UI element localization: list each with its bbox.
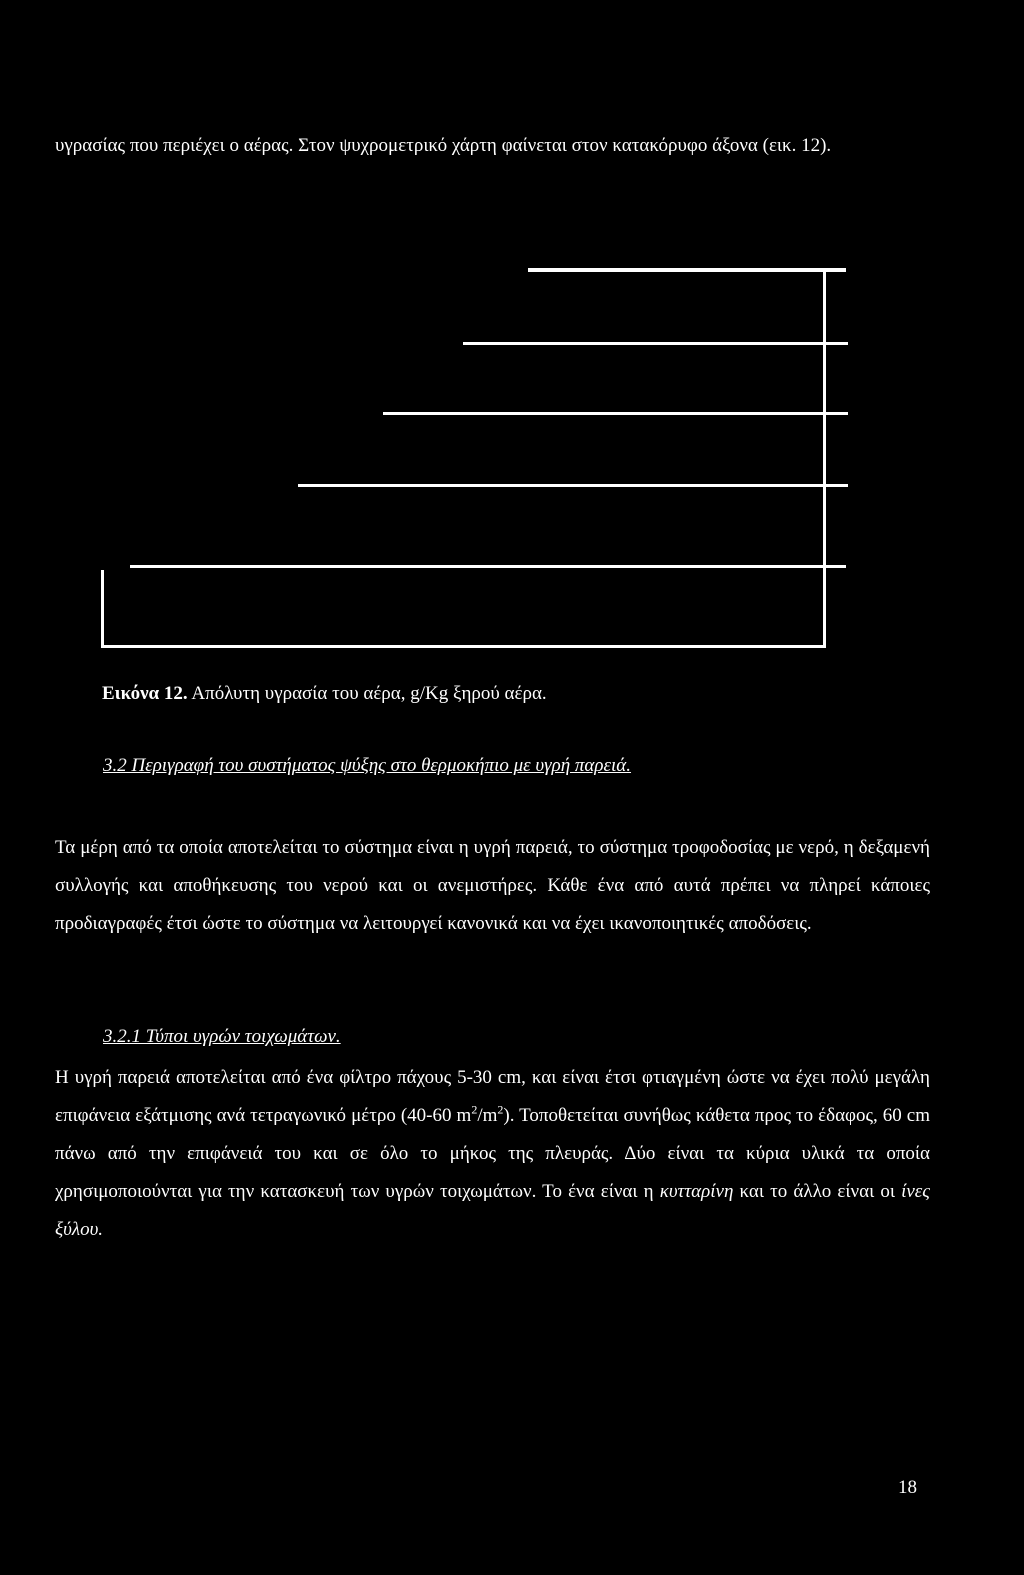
- figure-left-edge: [101, 570, 104, 648]
- page-number: 18: [898, 1477, 917, 1498]
- superscript-2b: 2: [497, 1102, 504, 1117]
- subsection-paragraph: [55, 1059, 930, 1249]
- section-paragraph: Τα μέρη από τα οποία αποτελείται το σύστημα είναι η υγρή παρειά, το σύστημα τροφοδοσίας με νερό, η δεξαμενή συλλογής και αποθήκευσης του νερού και οι ανεμιστήρες. Κάθε ένα από αυτά πρέπει να πληρεί κάποιες προδιαγραφές έτσι ώστε το σύστημα να λειτουργεί κανονικά και να έχει ικανοποιητικές αποδόσεις.: [55, 837, 930, 934]
- slash-m: /m: [477, 1105, 498, 1126]
- figure-caption-text: Απόλυτη υγρασία του αέρα, g/Kg ξηρού αέρα.: [187, 683, 547, 704]
- figure-vertical-axis: [823, 272, 826, 648]
- figure-baseline: [101, 645, 826, 648]
- superscript-2a: 2: [471, 1102, 478, 1117]
- figure-line-5: [130, 565, 846, 568]
- figure-line-3: [383, 412, 848, 415]
- term-wood-fibers: ίνες ξύλου.: [55, 1181, 930, 1240]
- figure-line-2: [463, 342, 848, 345]
- subsection-heading: 3.2.1 Τύποι υγρών τοιχωμάτων.: [103, 1026, 341, 1047]
- term-cellulose: κυτταρίνη: [659, 1181, 734, 1202]
- figure-caption: [102, 680, 547, 708]
- figure-line-4: [298, 484, 848, 487]
- intro-paragraph: υγρασίας που περιέχει ο αέρας. Στον ψυχρομετρικό χάρτη φαίνεται στον κατακόρυφο άξονα (εικ. 12).: [55, 135, 832, 156]
- subsection-paragraph-part1: Η υγρή παρειά αποτελείται από ένα φίλτρο πάχους 5-30 cm, και είναι έτσι φτιαγμένη ώστε να έχει πολύ μεγάλη επιφάνεια εξάτμισης ανά τετραγωνικό μέτρο (40-60 m: [55, 1067, 930, 1126]
- subsection-paragraph-part2: ). Τοποθετείται συνήθως κάθετα προς το έδαφος, 60 cm πάνω από την επιφάνειά του και σε όλο το μήκος της πλευράς. Δύο είναι τα κύρια υλικά τα οποία χρησιμοποιούνται για την κατασκευή των υγρών τοιχωμάτων. Το ένα είναι η: [55, 1105, 931, 1202]
- section-heading: 3.2 Περιγραφή του συστήματος ψύξης στο θερμοκήπιο με υγρή παρειά.: [103, 755, 632, 776]
- between-terms: και το άλλο είναι οι: [733, 1181, 902, 1202]
- figure-caption-label: Εικόνα 12.: [102, 683, 188, 704]
- figure-line-1: [528, 268, 846, 272]
